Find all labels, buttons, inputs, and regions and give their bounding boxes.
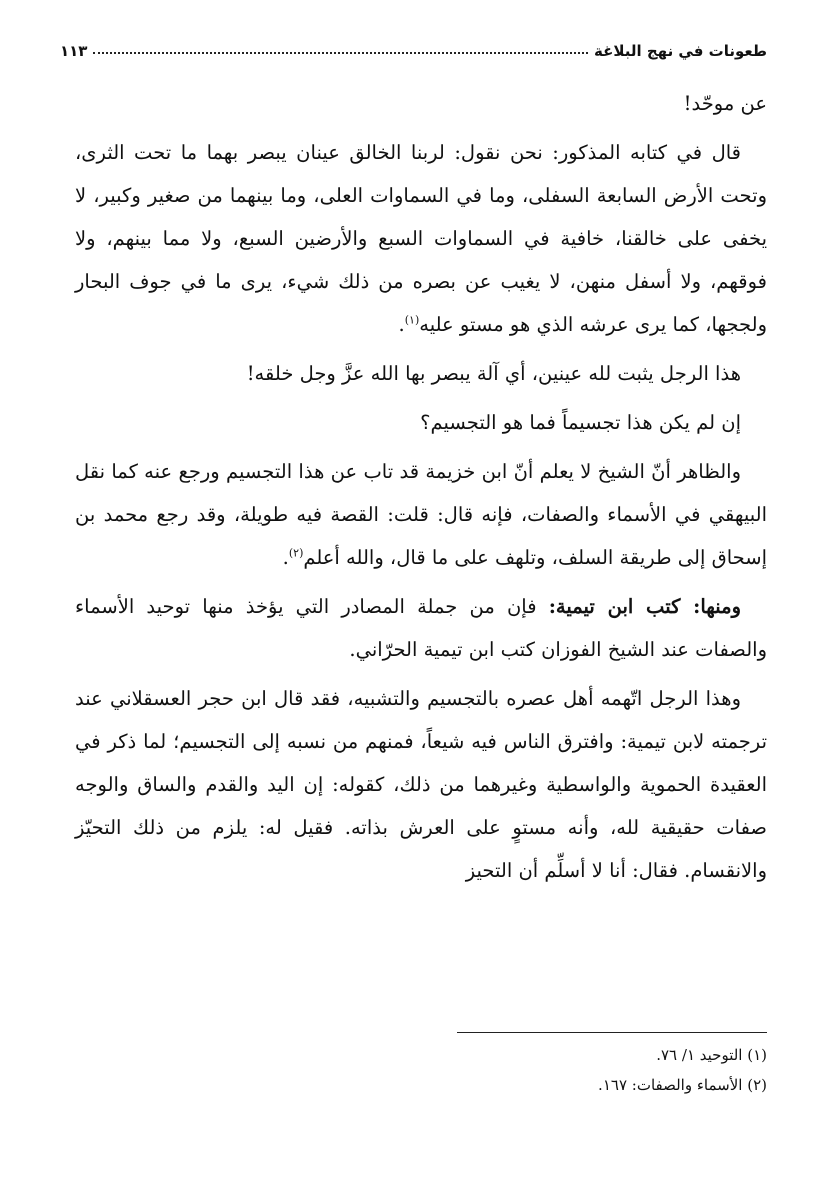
paragraph <box>75 352 767 395</box>
footnote: (١) التوحيد ١/ ٧٦. <box>656 1046 767 1064</box>
footnote-ref: (١) <box>404 313 420 327</box>
paragraph-text: عن موحّد! <box>683 92 767 115</box>
book-title: طعونات في نهج البلاغة <box>594 42 767 60</box>
main-text <box>75 82 767 898</box>
paragraph-end: . <box>282 546 289 569</box>
paragraph-text: قال في كتابه المذكور: نحن نقول: لربنا الخالق عينان يبصر بهما ما تحت الثرى، وتحت الأرض السابعة السفلى، وما في السماوات العلى، وما بينهما من صغير وكبير، لا يخفى على خالقنا، خافية في السماوات السبع والأرضين السبع، ولا مما بينهم، ولا فوقهم، ولا أسفل منهن، لا يغيب عن بصره من ذلك شيء، يرى ما في جوف البحار ولججها، كما يرى عرشه الذي هو مستو عليه <box>75 141 767 336</box>
paragraph <box>75 82 767 125</box>
page-header <box>60 30 767 60</box>
paragraph <box>75 450 767 579</box>
footnote-divider <box>457 1032 767 1033</box>
footnotes <box>60 1040 767 1100</box>
paragraph-text: فإن من جملة المصادر التي يؤخذ منها توحيد الأسماء والصفات عند الشيخ الفوزان كتب ابن تيمية الحرّاني. <box>75 595 767 661</box>
paragraph <box>75 585 767 671</box>
header-dot-leader <box>93 52 588 54</box>
paragraph-text: إن لم يكن هذا تجسيماً فما هو التجسيم؟ <box>420 411 741 434</box>
footnote-ref: (٢) <box>288 546 304 560</box>
footnote: (٢) الأسماء والصفات: ١٦٧. <box>598 1076 767 1094</box>
section-lead: ومنها: كتب ابن تيمية: <box>548 595 741 618</box>
paragraph <box>75 131 767 346</box>
page-number: ١١٣ <box>60 42 88 60</box>
paragraph-text: والظاهر أنّ الشيخ لا يعلم أنّ ابن خزيمة قد تاب عن هذا التجسيم ورجع عنه كما نقل البيهقي في الأسماء والصفات، فإنه قال: قلت: القصة فيه طويلة، وقد رجع محمد بن إسحاق إلى طريقة السلف، وتلهف على ما قال، والله أعلم <box>75 460 767 569</box>
paragraph-text: هذا الرجل يثبت لله عينين، أي آلة يبصر بها الله عزَّ وجل خلقه! <box>246 362 741 385</box>
paragraph <box>75 677 767 892</box>
paragraph-end: . <box>398 313 405 336</box>
paragraph-text: وهذا الرجل اتّهمه أهل عصره بالتجسيم والتشبيه، فقد قال ابن حجر العسقلاني عند ترجمته لابن تيمية: وافترق الناس فيه شيعاً، فمنهم من نسبه إلى التجسيم؛ لما ذكر في العقيدة الحموية والواسطية وغيرهما من ذلك، كقوله: إن اليد والقدم والساق والوجه صفات حقيقية لله، وأنه مستوٍ على العرش بذاته. فقيل له: يلزم من ذلك التحيّز والانقسام. فقال: أنا لا أسلِّم أن التحيز <box>75 687 767 882</box>
paragraph <box>75 401 767 444</box>
